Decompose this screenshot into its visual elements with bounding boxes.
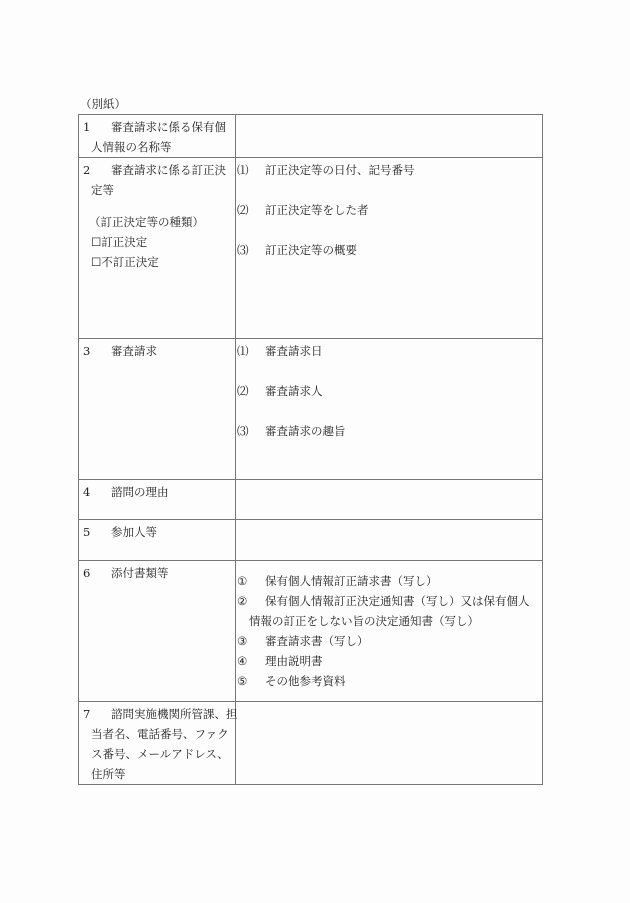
attachment-caption: （別紙）: [80, 97, 126, 111]
row-5-label-cell: [79, 520, 236, 561]
list-item: ② 保有個人情報訂正決定通知書（写し）又は保有個人: [237, 594, 530, 608]
table-row-5: [79, 520, 543, 561]
list-item: ⑴ 訂正決定等の日付、記号番号: [237, 163, 415, 177]
row-4-label-cell: [79, 480, 236, 520]
decision-type-heading: （訂正決定等の種類）: [89, 215, 204, 229]
table-row-3: [79, 339, 543, 480]
row-label: 審査請求: [111, 344, 157, 358]
list-item: ⑶ 訂正決定等の概要: [237, 243, 357, 257]
row-2-value-cell: [236, 158, 543, 339]
list-item: ① 保有個人情報訂正請求書（写し）: [237, 574, 438, 588]
row-label-cont: 人情報の名称等: [91, 140, 172, 154]
row-6-value-cell: [236, 561, 543, 702]
row-3-label-cell: [79, 339, 236, 480]
row-label: 審査請求に係る訂正決: [111, 163, 226, 177]
list-item: ⑶ 審査請求の趣旨: [237, 424, 346, 438]
row-number: 7: [83, 707, 91, 721]
row-number: 2: [83, 163, 91, 177]
row-6-label-cell: [79, 561, 236, 702]
row-1-label-cell: [79, 115, 236, 158]
row-number: 5: [83, 525, 91, 539]
table-row-1: [79, 115, 543, 158]
row-number: 6: [83, 566, 91, 580]
list-item: ⑵ 訂正決定等をした者: [237, 203, 369, 217]
list-item: ⑤ その他参考資料: [237, 674, 346, 688]
list-item: ⑴ 審査請求日: [237, 344, 323, 358]
row-label-cont: 住所等: [91, 767, 126, 781]
row-number: 4: [83, 485, 91, 499]
list-item-cont: 情報の訂正をしない旨の決定通知書（写し）: [249, 614, 479, 628]
row-2-label-cell: [79, 158, 236, 339]
row-7-value-cell: [236, 702, 543, 785]
table-row-7: [79, 702, 543, 785]
row-label: 添付書類等: [111, 566, 169, 580]
form-table: [78, 114, 543, 785]
row-5-value-cell: [236, 520, 543, 561]
row-label-cont: 当者名、電話番号、ファク: [91, 727, 229, 741]
list-item: ④ 理由説明書: [237, 654, 323, 668]
list-item: ③ 審査請求書（写し）: [237, 634, 369, 648]
row-label: 諮問の理由: [111, 485, 169, 499]
row-3-value-cell: [236, 339, 543, 480]
row-label: 諮問実施機関所管課、担: [111, 707, 238, 721]
row-1-value-cell: [236, 115, 543, 158]
row-label-cont: ス番号、メールアドレス、: [91, 747, 229, 761]
list-item: ⑵ 審査請求人: [237, 384, 323, 398]
table-row-2: [79, 158, 543, 339]
table-row-4: [79, 480, 543, 520]
row-number: 1: [83, 120, 91, 134]
row-label: 参加人等: [111, 525, 157, 539]
table-row-6: [79, 561, 543, 702]
row-label-cont: 定等: [91, 183, 114, 197]
row-7-label-cell: [79, 702, 236, 785]
row-4-value-cell: [236, 480, 543, 520]
checkbox-non-correction-decision[interactable]: ☐不訂正決定: [91, 255, 159, 269]
checkbox-correction-decision[interactable]: ☐訂正決定: [91, 235, 148, 249]
row-label: 審査請求に係る保有個: [111, 120, 226, 134]
row-number: 3: [83, 344, 91, 358]
